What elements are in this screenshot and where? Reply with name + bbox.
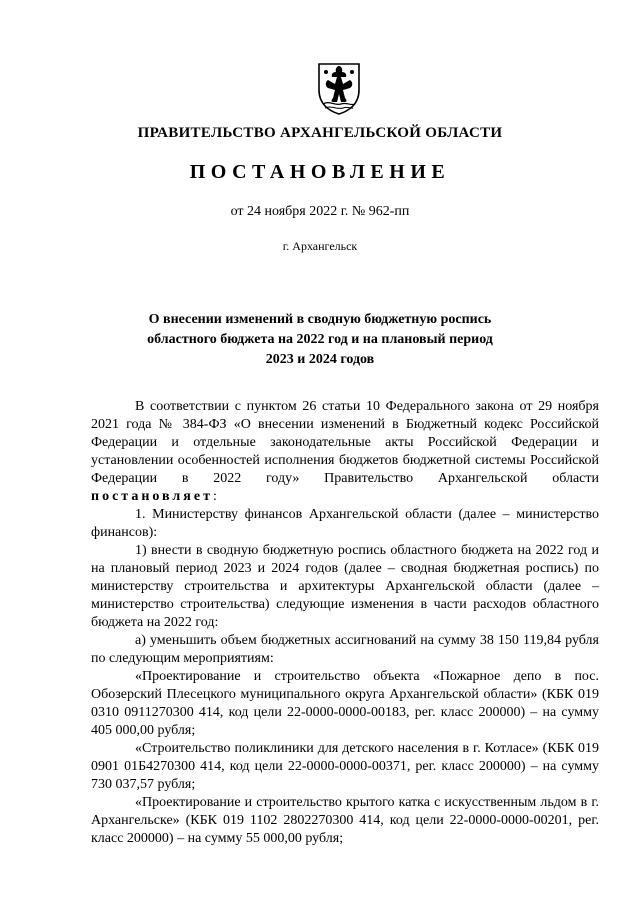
paragraph-subitem-a: а) уменьшить объем бюджетных ассигнований на сумму 38 150 119,84 рубля по следующим мероприятиям: xyxy=(91,633,599,666)
title-line-3: 2023 и 2024 годов xyxy=(265,352,375,367)
coat-of-arms-icon xyxy=(315,60,363,116)
title-line-2: областного бюджета на 2022 год и на плановый период xyxy=(147,332,493,347)
paragraph-measure-fire-depot: «Проектирование и строительство объекта «Пожарное депо в пос. Обозерский Плесецкого муниципального округа Архангельской области» (КБК 019 0310 0911270300 414, код цели 22-0000-0000-00183, рег. класс 200000) – на сумму 405 000,00 рубля; xyxy=(91,669,599,738)
paragraph-measure-clinic: «Строительство поликлиники для детского населения в г. Котласе» (КБК 019 0901 01Б4270300 414, код цели 22-0000-0000-00371, рег. класс 200000) – на сумму 730 037,57 рубля; xyxy=(91,741,599,792)
paragraph-item-1: 1. Министерству финансов Архангельской области (далее – министерство финансов): xyxy=(91,507,599,540)
resolves-word: постановляет xyxy=(91,489,213,504)
city-name: г. Архангельск xyxy=(282,239,358,253)
document-body xyxy=(91,398,599,848)
government-name: ПРАВИТЕЛЬСТВО АРХАНГЕЛЬСКОЙ ОБЛАСТИ xyxy=(137,125,503,141)
document-title xyxy=(0,310,640,370)
title-line-1: О внесении изменений в сводную бюджетную роспись xyxy=(148,312,492,327)
preamble-colon: : xyxy=(212,489,217,504)
preamble-text: В соответствии с пунктом 26 статьи 10 Федерального закона от 29 ноября 2021 года № 384-ФЗ «О внесении изменений в Бюджетный кодекс Российской Федерации и отдельные законодательные акты Российской Федерации и установлении особенностей исполнения бюджетов бюджетной системы Российской Федерации в 2022 году» Правительство Архангельской области xyxy=(91,399,599,486)
date-and-number: от 24 ноября 2022 г. № 962-пп xyxy=(230,204,410,219)
paragraph-preamble xyxy=(91,398,599,506)
document-type: ПОСТАНОВЛЕНИЕ xyxy=(189,161,451,183)
paragraph-measure-ice-rink: «Проектирование и строительство крытого катка с искусственным льдом в г. Архангельске» (КБК 019 1102 2802270300 414, код цели 22-0000-0000-00201, рег. класс 200000) – на сумму 55 000,00 рубля; xyxy=(91,795,599,846)
paragraph-subitem-1: 1) внести в сводную бюджетную роспись областного бюджета на 2022 год и на плановый период 2023 и 2024 годов (далее – сводная бюджетная роспись) по министерству строительства и архитектуры Архангельской области (далее – министерство строительства) следующие изменения в части расходов областного бюджета на 2022 год: xyxy=(91,543,599,630)
